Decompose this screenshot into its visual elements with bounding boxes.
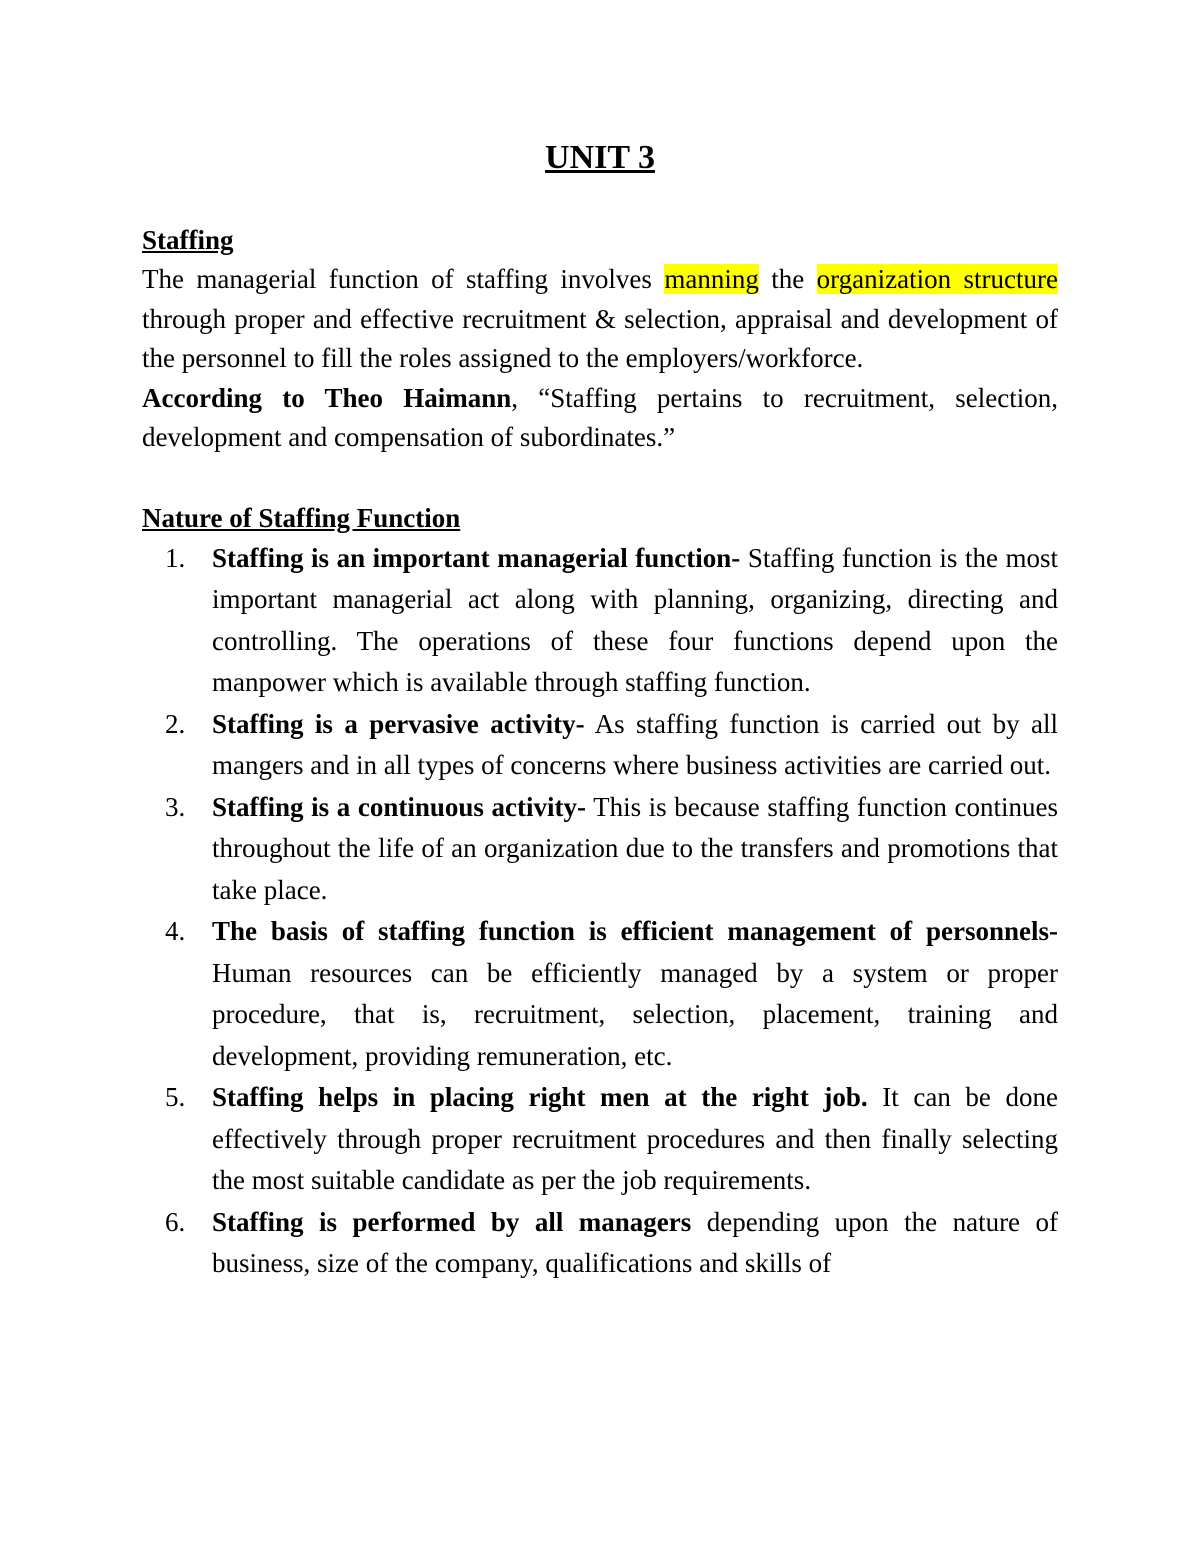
nature-list xyxy=(142,538,1058,1285)
definition-text-2: the xyxy=(758,264,817,294)
staffing-definition-paragraph xyxy=(142,260,1058,379)
list-item-text: As staffing function is carried out by all mangers and in all types of concerns where business activities are carried out. xyxy=(212,708,1059,780)
definition-text-3: through proper and effective recruitment & selection, appraisal and development of the personnel to fill the roles assigned to the employers/workforce. xyxy=(142,303,1058,373)
list-item-title: Staffing is a continuous activity- xyxy=(212,791,586,822)
highlight-manning: manning xyxy=(664,264,759,294)
list-item-text: This is because staffing function continues throughout the life of an organization due to the transfers and promotions that take place. xyxy=(212,791,1058,905)
list-item xyxy=(165,911,1058,1077)
quote-text: , “Staffing pertains to recruitment, selection, development and compensation of subordinates.” xyxy=(142,382,1059,452)
list-item-title: The basis of staffing function is efficient management of personnels- xyxy=(212,916,1058,946)
list-number: 1. xyxy=(165,542,186,573)
list-item-title: Staffing is performed by all managers xyxy=(212,1206,692,1237)
list-item-text: It can be done effectively through proper recruitment procedures and then finally selecting the most suitable candidate as per the job requirements. xyxy=(212,1082,1058,1195)
list-item-text: Staffing function is the most important managerial act along with planning, organizing, directing and controlling. The operations of these four functions depend upon the manpower which is available through staffing function. xyxy=(212,542,1058,697)
page-title: UNIT 3 xyxy=(545,139,655,176)
list-number: 2. xyxy=(165,708,186,739)
haimann-quote-paragraph xyxy=(142,379,1058,458)
paragraph-spacer xyxy=(142,458,1058,498)
list-number: 4. xyxy=(165,916,186,946)
quote-attribution: According to Theo Haimann xyxy=(142,382,512,413)
list-item xyxy=(165,787,1058,912)
document-page xyxy=(142,138,1058,1285)
list-item xyxy=(165,1202,1059,1285)
list-number: 6. xyxy=(165,1206,186,1237)
section-heading-staffing: Staffing xyxy=(142,225,234,255)
highlight-organization-structure: organization structure xyxy=(816,264,1058,294)
list-item xyxy=(165,538,1058,704)
list-item-title: Staffing is an important managerial function- xyxy=(212,542,741,573)
list-item-text: depending upon the nature of business, size of the company, qualifications and skills of xyxy=(212,1206,1059,1278)
list-number: 5. xyxy=(165,1082,186,1112)
list-item-text: Human resources can be efficiently managed by a system or proper procedure, that is, recruitment, selection, placement, training and development, providing remuneration, etc. xyxy=(212,957,1058,1071)
definition-text-1: The managerial function of staffing involves xyxy=(142,264,665,294)
list-item-title: Staffing is a pervasive activity- xyxy=(212,708,585,739)
list-item xyxy=(165,704,1059,787)
list-item-title: Staffing helps in placing right men at the right job. xyxy=(212,1082,868,1112)
list-number: 3. xyxy=(165,791,186,822)
section-heading-nature: Nature of Staffing Function xyxy=(142,502,461,533)
list-item xyxy=(165,1077,1058,1202)
